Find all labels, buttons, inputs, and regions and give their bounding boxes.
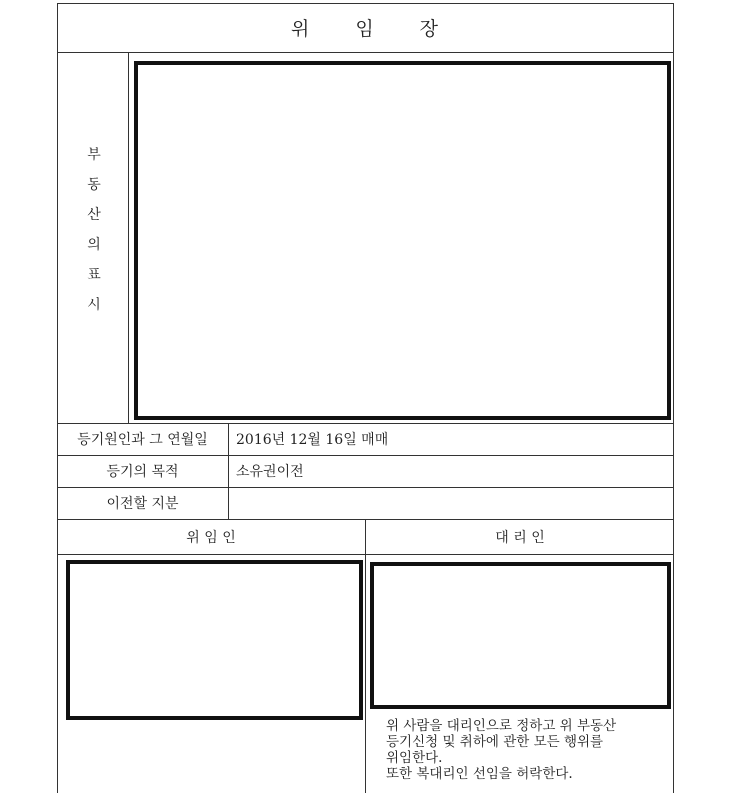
delegation-line: 등기신청 및 취하에 관한 모든 행위를 — [386, 734, 604, 750]
transfer-share-value — [236, 487, 666, 519]
registration-purpose-label: 등기의 목적 — [106, 464, 179, 480]
principal-header: 위 임 인 — [186, 529, 236, 546]
delegation-line: 위임한다. — [386, 750, 443, 766]
property-label-char: 부 — [87, 147, 101, 163]
registration-purpose-value: 소유권이전 — [236, 464, 304, 480]
divider — [128, 52, 129, 423]
title-char: 임 — [355, 18, 376, 40]
property-label-char: 표 — [87, 267, 101, 283]
property-label — [60, 140, 128, 320]
agent-header: 대 리 인 — [495, 529, 545, 546]
delegation-line: 또한 복대리인 선임을 허락한다. — [386, 766, 573, 782]
divider — [365, 519, 366, 793]
property-label-char: 동 — [87, 177, 101, 193]
principal-info-box — [66, 560, 363, 720]
property-label-char: 시 — [87, 297, 101, 313]
divider — [228, 423, 229, 519]
property-label-char: 산 — [87, 207, 101, 223]
form-title — [57, 3, 674, 52]
delegation-line: 위 사람을 대리인으로 정하고 위 부동산 — [386, 718, 617, 734]
property-label-char: 의 — [87, 237, 101, 253]
title-char: 장 — [419, 18, 441, 40]
registration-cause-value: 2016년 12월 16일 매매 — [236, 432, 389, 448]
property-description-box — [134, 61, 671, 420]
divider — [57, 554, 674, 555]
title-char: 위 — [290, 18, 312, 40]
registration-cause-label: 등기원인과 그 연월일 — [77, 432, 208, 448]
delegation-statement — [386, 718, 671, 782]
transfer-share-label: 이전할 지분 — [106, 496, 179, 512]
divider — [57, 52, 674, 53]
agent-info-box — [370, 562, 671, 709]
